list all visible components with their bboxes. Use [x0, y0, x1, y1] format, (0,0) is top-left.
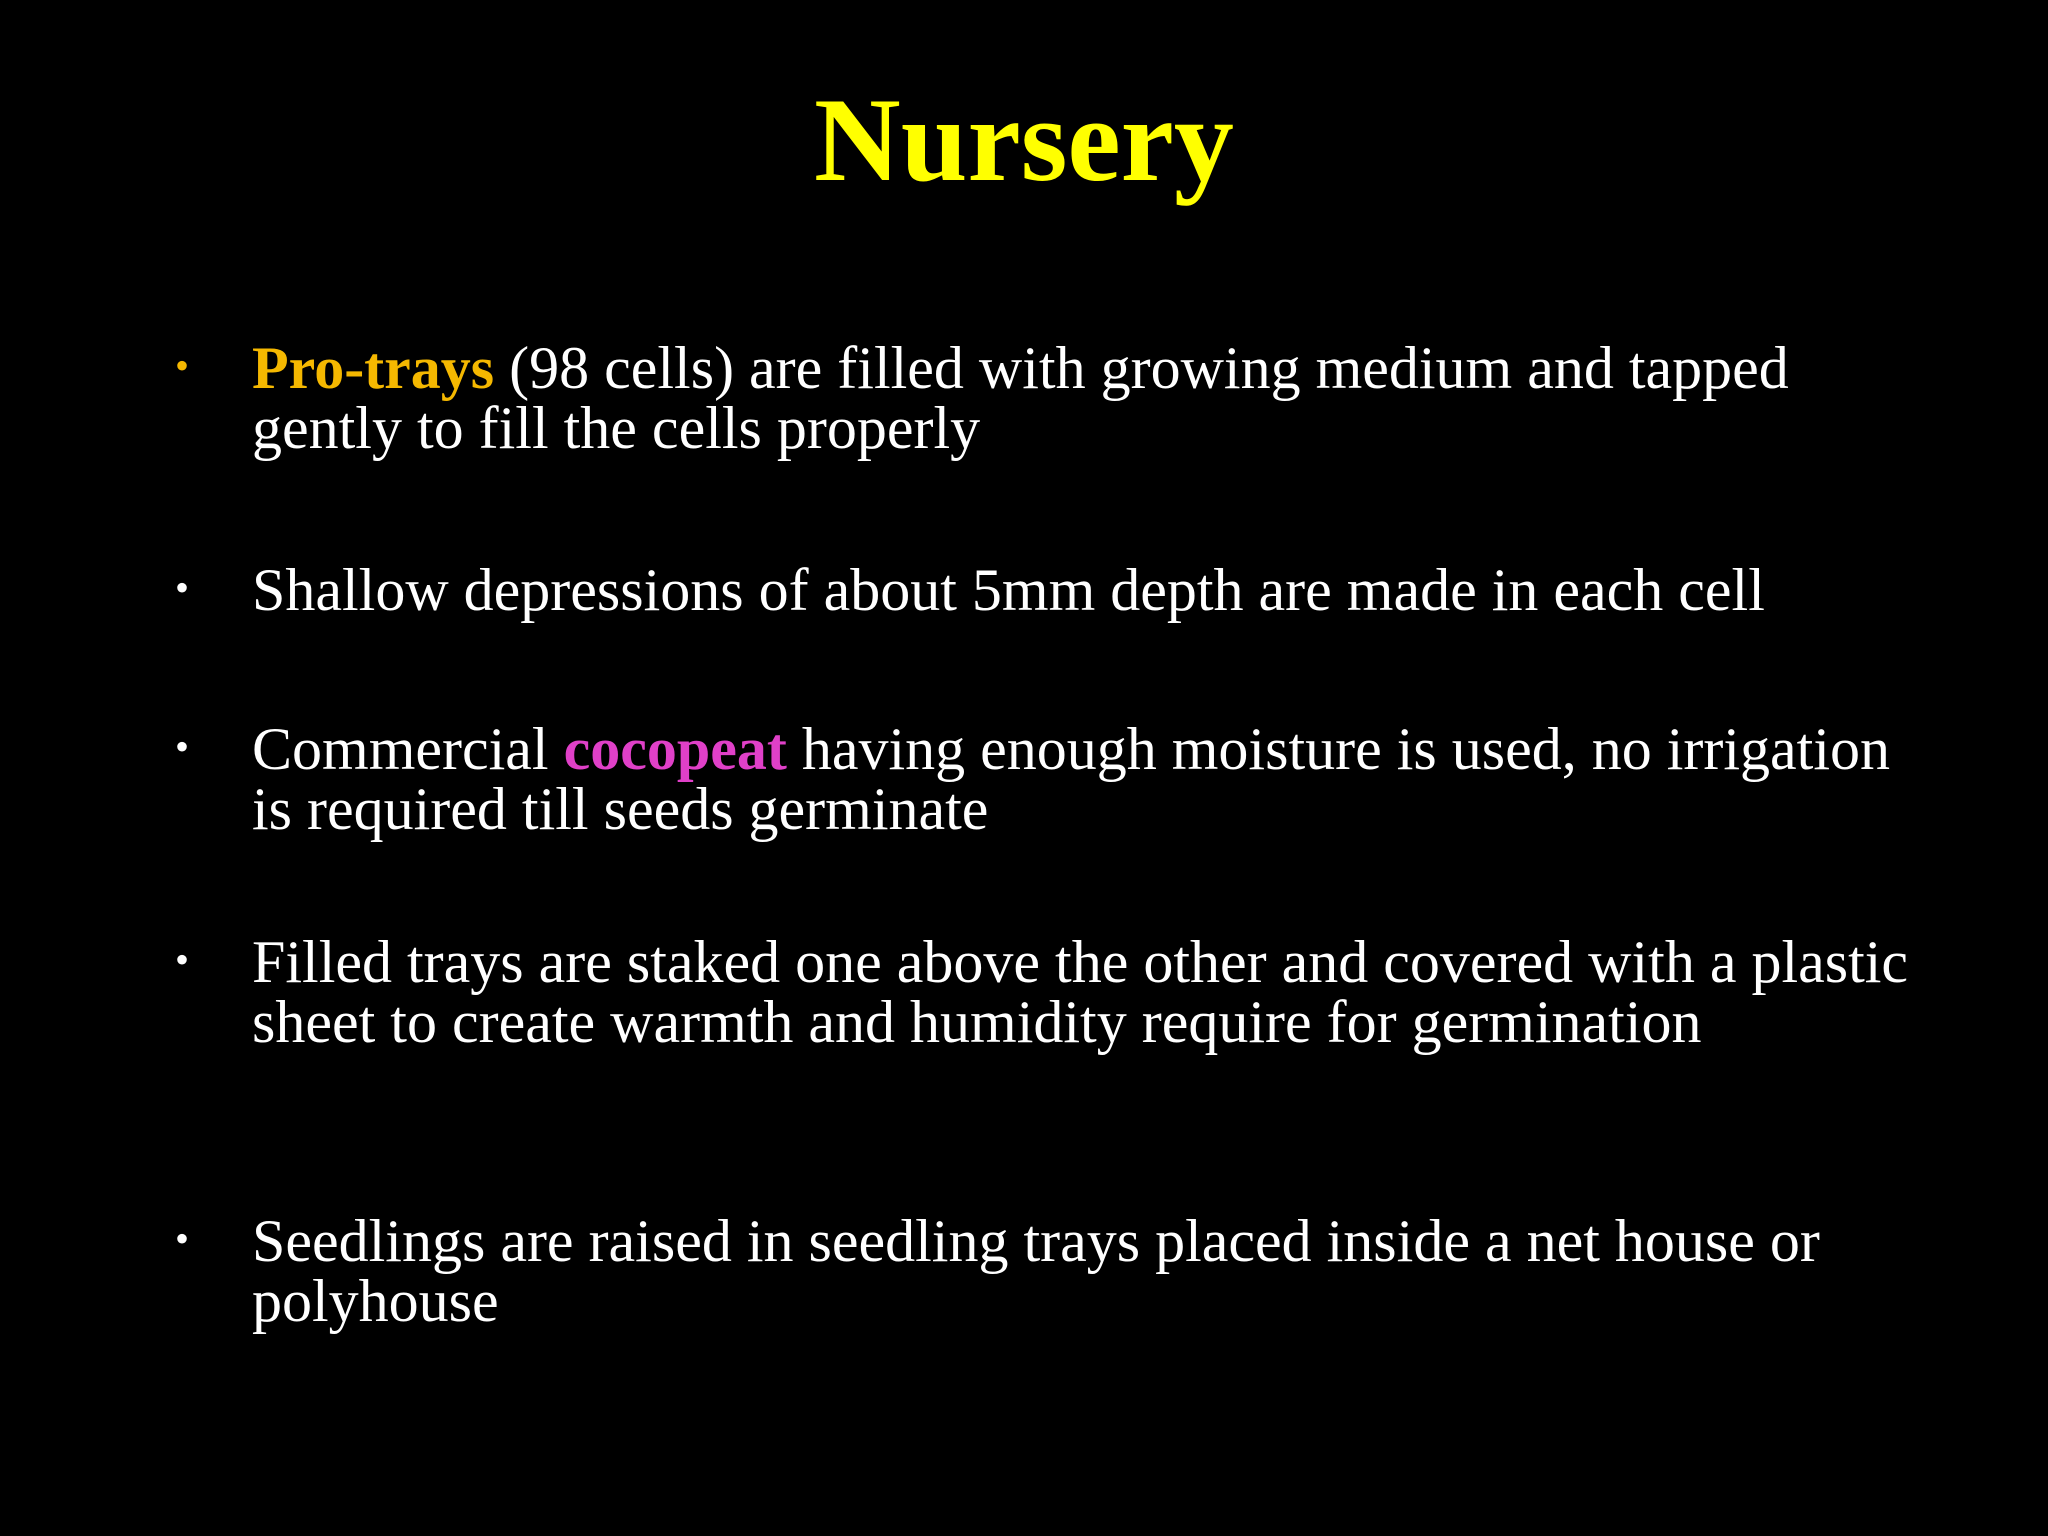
bullet-text: [252, 335, 1912, 461]
bullet-text-before: Commercial: [252, 716, 564, 782]
slide-title: Nursery: [814, 73, 1234, 206]
bullet-point-icon: •: [175, 724, 190, 769]
bullet-point-icon: •: [175, 1216, 190, 1261]
bullet-point-icon: •: [175, 937, 190, 982]
highlight-cocopeat: cocopeat: [563, 716, 787, 782]
bullet-text: Shallow depressions of about 5mm depth are made in each cell: [252, 557, 1765, 623]
bullet-text-after: having enough moisture is used, no irrigation is required till seeds germinate: [252, 716, 1891, 842]
bullet-text-body: (98 cells) are filled with growing medium and tapped gently to fill the cells properly: [252, 335, 1789, 461]
bullet-point-icon: •: [175, 565, 190, 610]
bullet-text: Seedlings are raised in seedling trays placed inside a net house or polyhouse: [252, 1208, 1820, 1334]
bullet-point-icon: •: [175, 343, 190, 388]
highlight-protrays: Pro-trays: [252, 335, 495, 401]
bullet-text: Filled trays are staked one above the other and covered with a plastic sheet to create warmth and humidity require for germination: [252, 929, 1909, 1055]
bullet-text: [252, 716, 1912, 842]
